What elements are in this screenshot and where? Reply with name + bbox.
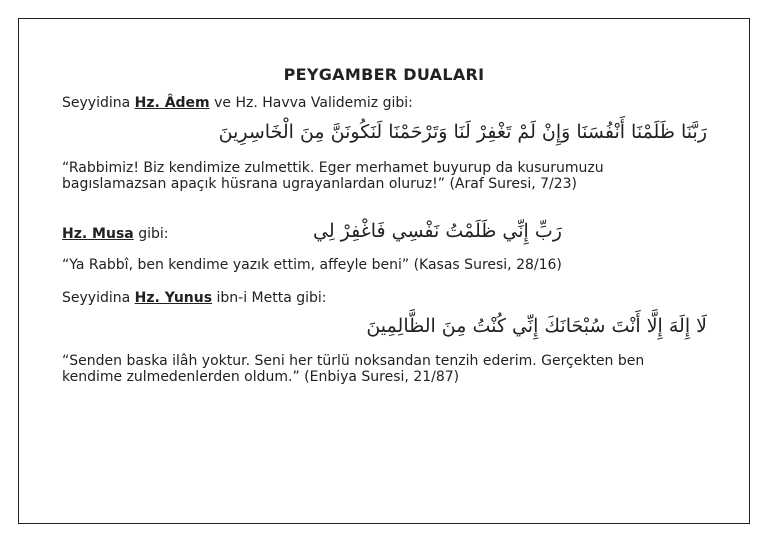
- page-title: PEYGAMBER DUALARI: [283, 65, 485, 84]
- adem-intro-prefix: Seyyidina: [62, 95, 135, 111]
- yunus-intro-suffix: ibn-i Metta gibi:: [212, 290, 327, 306]
- adem-translation-line-1: “Rabbimiz! Biz kendimize zulmettik. Eger merhamet buyurup da kusurumuzu: [62, 160, 604, 176]
- musa-arabic-prayer: رَبِّ إِنِّي ظَلَمْتُ نَفْسِي فَاغْفِرْ لِي: [313, 220, 562, 242]
- adem-intro-suffix: ve Hz. Havva Validemiz gibi:: [209, 95, 413, 111]
- adem-name: Hz. Âdem: [134, 95, 210, 111]
- musa-translation: [62, 257, 712, 273]
- yunus-translation: [62, 353, 712, 385]
- musa-intro: [62, 226, 168, 242]
- yunus-intro: [62, 290, 327, 306]
- yunus-intro-prefix: Seyyidina: [62, 290, 135, 306]
- yunus-arabic-prayer: لَا إِلَهَ إِلَّا أَنْتَ سُبْحَانَكَ إِنِّي كُنْتُ مِنَ الظَّالِمِينَ: [366, 315, 707, 337]
- musa-translation-line-1: “Ya Rabbî, ben kendime yazık ettim, affeyle beni” (Kasas Suresi, 28/16): [62, 257, 562, 273]
- adem-translation-line-2: bagıslamazsan apaçık hüsrana ugrayanlardan oluruz!” (Araf Suresi, 7/23): [62, 176, 578, 192]
- musa-intro-suffix: gibi:: [133, 226, 169, 242]
- yunus-name: Hz. Yunus: [134, 290, 213, 306]
- yunus-translation-line-1: “Senden baska ilâh yoktur. Seni her türlü noksandan tenzih ederim. Gerçekten ben: [62, 353, 645, 369]
- adem-translation: [62, 160, 712, 192]
- adem-arabic-prayer: رَبَّنَا ظَلَمْنَا أَنْفُسَنَا وَإِنْ لَمْ تَغْفِرْ لَنَا وَتَرْحَمْنَا لَنَكُونَنَّ مِنَ الْخَاسِرِينَ: [218, 121, 707, 143]
- yunus-translation-line-2: kendime zulmedenlerden oldum.” (Enbiya Suresi, 21/87): [62, 369, 460, 385]
- document-page: [18, 18, 750, 524]
- musa-name: Hz. Musa: [62, 226, 134, 242]
- adem-intro: [62, 95, 413, 111]
